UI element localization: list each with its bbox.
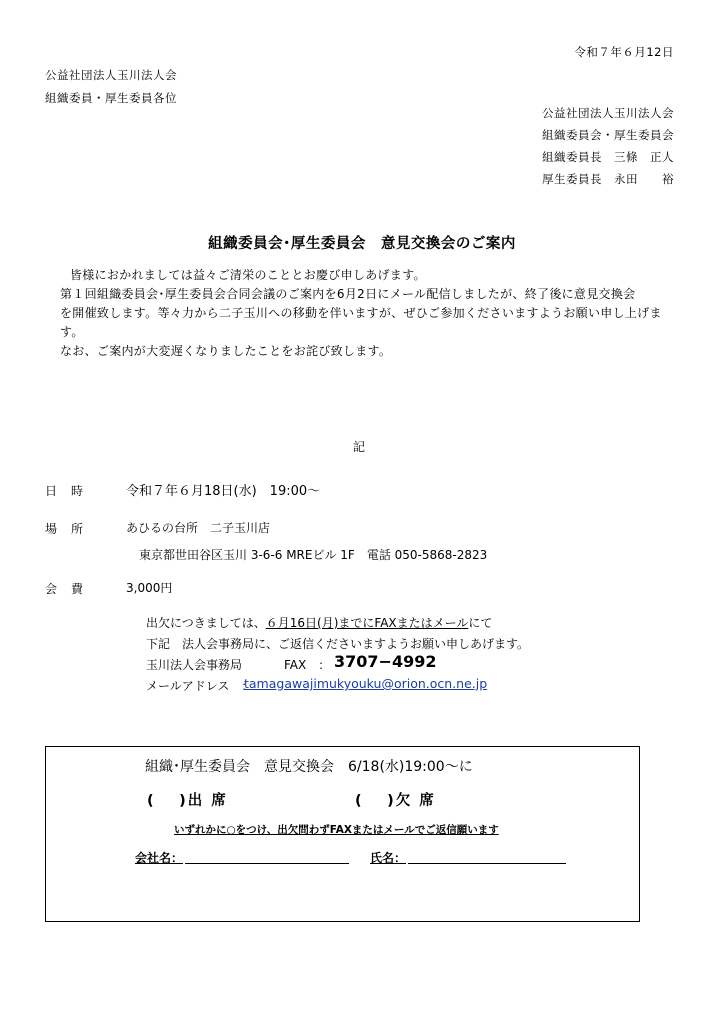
email-label: メールアドレス ： (146, 679, 254, 693)
fee-label: 会 費 (45, 582, 85, 596)
intro-line-5: なお、ご案内が大変遅くなりましたことをお詫び致します。 (60, 344, 392, 358)
intro-line-3: を開催致します。等々力から二子玉川への移動を伴いますが、ぜひご参加くださいますようお願い申し上げま (60, 306, 662, 320)
sender-org: 公益社団法人玉川法人会 (542, 106, 674, 120)
fee-value: 3,000円 (126, 581, 173, 595)
intro-line-4: す。 (60, 325, 84, 339)
fax-label: FAX ： (284, 658, 331, 672)
document-date: 令和７年６月12日 (574, 45, 674, 59)
reply-deadline: ６月16日(月)までにFAXまたはメール (265, 616, 469, 630)
reply-line-1-suffix: にて (468, 616, 493, 630)
page-title: 組織委員会･厚生委員会 意見交換会のご案内 (208, 236, 516, 252)
address: 東京都世田谷区玉川 3-6-6 MREビル 1F 電話 050-5868-2823 (139, 548, 488, 562)
sender-chair-2: 厚生委員長 永田 裕 (542, 172, 674, 186)
ki-heading: 記 (353, 440, 366, 454)
company-label: 会社名： (135, 851, 184, 865)
name-field[interactable] (408, 863, 566, 864)
intro-line-1: 皆様におかれましては益々ご清栄のこととお慶び申しあげます。 (70, 268, 426, 282)
reply-line-1 (146, 614, 492, 631)
intro-line-2: 第１回組織委員会･厚生委員会合同会議のご案内を6月2日にメール配信しましたが、終了後に意見交換会 (60, 287, 636, 301)
email-link[interactable]: tamagawajimukyouku@orion.ocn.ne.jp (244, 676, 488, 691)
reply-form-heading: 組織･厚生委員会 意見交換会 6/18(水)19:00～に (145, 759, 473, 775)
datetime-value: 令和７年６月18日(水) 19:00～ (126, 484, 321, 499)
datetime-label: 日 時 (45, 484, 85, 498)
reply-line-1-prefix: 出欠につきましては、 (146, 616, 266, 630)
place-label: 場 所 (45, 522, 85, 536)
sender-chair-1: 組織委員長 三條 正人 (542, 150, 674, 164)
sender-committees: 組織委員会・厚生委員会 (542, 128, 674, 142)
recipient-members: 組織委員・厚生委員各位 (45, 91, 177, 105)
company-field[interactable] (185, 863, 349, 864)
fax-number: 3707−4992 (334, 652, 437, 671)
name-label: 氏名： (370, 851, 407, 865)
absent-option[interactable]: ( )欠 席 (355, 793, 436, 809)
recipient-org: 公益社団法人玉川法人会 (45, 68, 177, 82)
reply-instruction: いずれかに○をつけ、出欠問わずFAXまたはメールでご返信願います (174, 824, 499, 836)
reply-line-2: 下記 法人会事務局に、ご返信くださいますようお願い申しあげます。 (146, 637, 530, 651)
place-value: あひるの台所 二子玉川店 (126, 521, 271, 535)
attend-option[interactable]: ( )出 席 (147, 793, 228, 809)
office-name: 玉川法人会事務局 (146, 658, 243, 672)
